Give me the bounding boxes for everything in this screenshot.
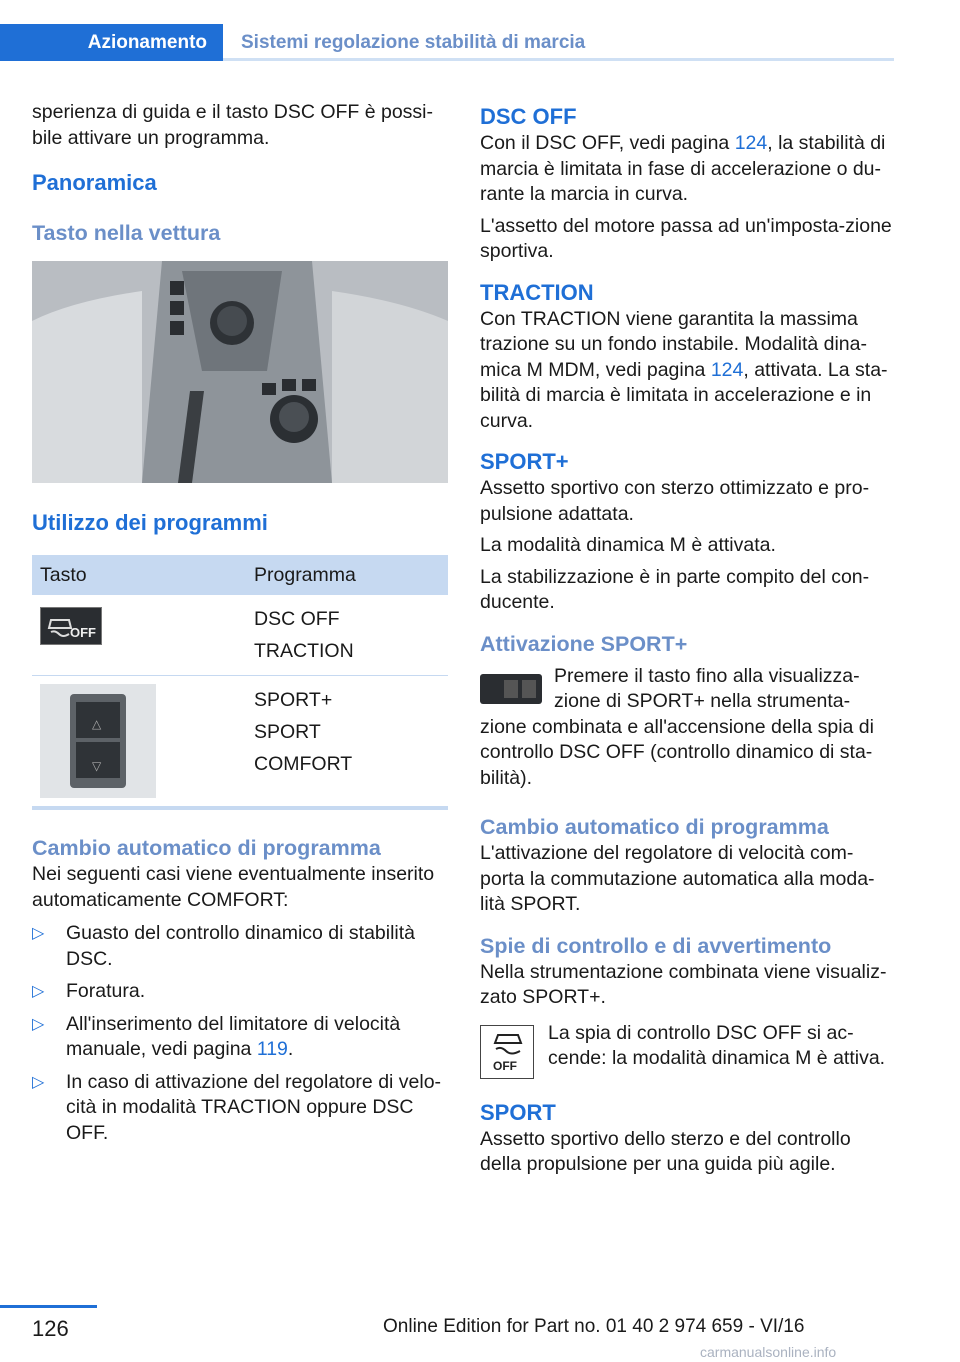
triangle-bullet-icon: ▷ — [32, 1015, 45, 1033]
dsc-off-icon-label: OFF — [70, 625, 96, 640]
program-sport: SPORT — [254, 721, 321, 743]
sport-plus-heading: SPORT+ — [480, 449, 569, 474]
cambio-bullet-list — [32, 921, 448, 1146]
list-item: ▷ Guasto del controllo dinamico di stabilità DSC. — [32, 922, 416, 970]
spia-block — [480, 1021, 896, 1081]
cambio-left-heading: Cambio automatico di programma — [32, 836, 381, 860]
rocker-button-icon — [480, 674, 542, 704]
cambio-right-text: L'attivazione del regolatore di velocità com-porta la commutazione automatica alla moda-lità SPORT. — [480, 842, 875, 915]
traction-text: Con TRACTION viene garantita la massima trazione su un fondo instabile. Modalità dina-mica M MDM, vedi pagina 124, attivata. La sta-bilità di marcia è limitata in accelerazione e in curva. — [480, 307, 888, 432]
footer-rule — [0, 1305, 97, 1308]
header-section-label: Azionamento — [87, 31, 207, 53]
page-number: 126 — [32, 1316, 69, 1341]
left-column — [32, 100, 448, 1153]
program-comfort: COMFORT — [254, 753, 353, 775]
panoramica-heading: Panoramica — [32, 170, 157, 195]
dsc-off-text: Con il DSC OFF, vedi pagina 124, la stabilità di marcia è limitata in fase di accelerazione o du-rante la marcia in curva. — [480, 132, 886, 205]
program-traction: TRACTION — [254, 640, 354, 662]
header-title: Sistemi regolazione stabilità di marcia — [241, 32, 586, 53]
sport-text: Assetto sportivo dello sterzo e del controllo della propulsione per una guida più agile. — [480, 1127, 851, 1175]
rocker-switch-icon — [40, 684, 156, 798]
list-item: ▷ In caso di attivazione del regolatore di velo-cità in modalità TRACTION oppure DSC OFF. — [32, 1070, 442, 1144]
triangle-bullet-icon: ▷ — [32, 983, 45, 1000]
up-arrow-icon: △ — [92, 717, 102, 731]
page-link-124[interactable]: 124 — [734, 132, 768, 154]
sport-plus-text-1: Assetto sportivo con sterzo ottimizzato e pro-pulsione adattata. — [480, 477, 870, 525]
spia-text: La spia di controllo DSC OFF si ac-cende: la modalità dinamica M è attiva. — [548, 1021, 886, 1069]
program-dsc-off: DSC OFF — [254, 608, 340, 630]
table-header-tasto: Tasto — [32, 555, 246, 595]
car-skid-warning-icon — [488, 1029, 528, 1059]
sport-heading: SPORT — [480, 1099, 556, 1125]
dsc-off-heading: DSC OFF — [480, 104, 577, 129]
header-bar — [0, 24, 894, 61]
list-item: ▷ All'inserimento del limitatore di velocità manuale, vedi pagina 119. — [32, 1012, 401, 1060]
attivazione-text: Premere il tasto fino alla visualizza-zione di SPORT+ nella strumenta-zione combinata e all'accensione della spia di controllo DSC OFF (controllo dinamico di sta-bilità). — [480, 664, 874, 789]
cambio-right-heading: Cambio automatico di programma — [480, 815, 829, 839]
dsc-off-button-icon — [40, 607, 102, 645]
table-row — [32, 595, 448, 676]
table-header-programma: Programma — [246, 555, 448, 595]
triangle-bullet-icon: ▷ — [32, 1073, 45, 1091]
intro-text: sperienza di guida e il tasto DSC OFF è possi-bile attivare un programma. — [32, 101, 434, 149]
list-item: ▷ Foratura. — [32, 979, 448, 1005]
spia-off-label: OFF — [493, 1058, 517, 1073]
utilizzo-heading: Utilizzo dei programmi — [32, 510, 268, 535]
triangle-bullet-icon: ▷ — [32, 925, 45, 942]
page-link-119[interactable]: 119 — [256, 1038, 288, 1060]
footer-edition: Online Edition for Part no. 01 40 2 974 659 - VI/16 — [383, 1316, 805, 1337]
traction-heading: TRACTION — [480, 279, 594, 305]
dsc-off-warning-icon — [480, 1025, 534, 1079]
attivazione-block — [480, 664, 896, 792]
sport-plus-text-2: La modalità dinamica M è attivata. — [480, 534, 776, 556]
table-row — [32, 676, 448, 807]
sport-plus-text-3: La stabilizzazione è in parte compito del con-ducente. — [480, 565, 870, 613]
console-photo — [32, 261, 448, 483]
right-column — [480, 103, 896, 1178]
tasto-vettura-heading: Tasto nella vettura — [32, 221, 221, 245]
attivazione-heading: Attivazione SPORT+ — [480, 631, 688, 656]
page-link-124[interactable]: 124 — [710, 358, 744, 381]
cambio-left-text: Nei seguenti casi viene eventualmente inserito automaticamente COMFORT: — [32, 863, 435, 911]
spie-text: Nella strumentazione combinata viene visualiz-zato SPORT+. — [480, 960, 887, 1008]
watermark: carmanualsonline.info — [700, 1344, 837, 1360]
program-sport-plus: SPORT+ — [254, 689, 333, 711]
dsc-off-text-2: L'assetto del motore passa ad un'imposta-zione sportiva. — [480, 214, 892, 262]
program-table — [32, 555, 448, 806]
spie-heading: Spie di controllo e di avvertimento — [480, 933, 832, 958]
header-rule — [223, 58, 894, 61]
down-arrow-icon: ▽ — [92, 759, 102, 773]
console-illustration — [32, 261, 448, 483]
header-section-tab[interactable] — [0, 24, 223, 61]
